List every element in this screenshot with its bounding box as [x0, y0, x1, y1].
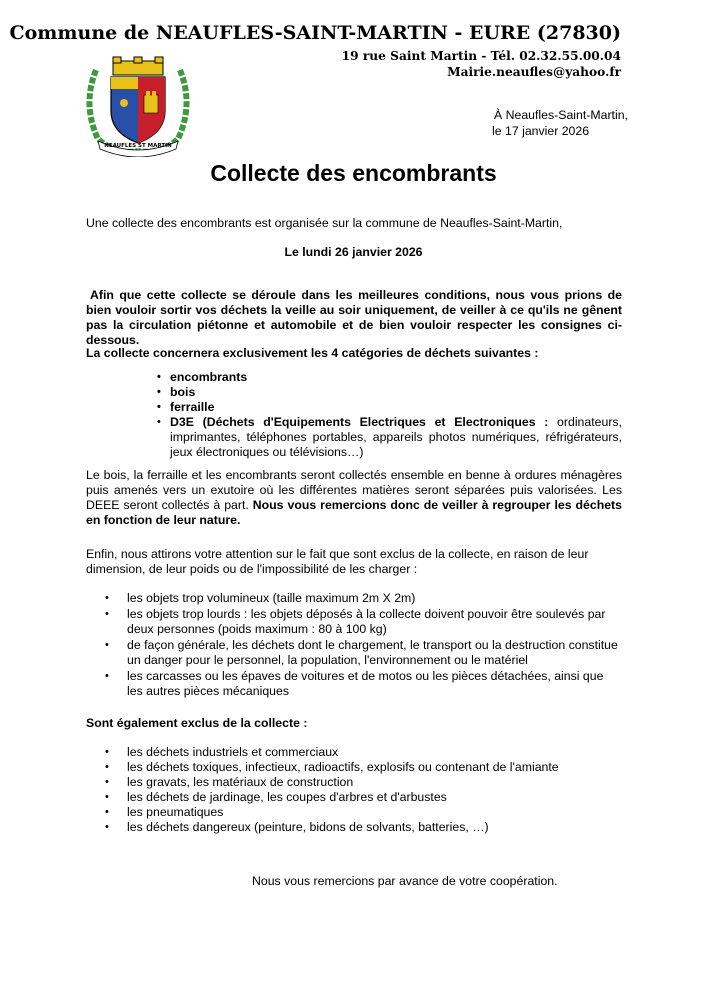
bullet: •: [157, 416, 161, 428]
excluded-intro: Enfin, nous attirons votre attention sur le fait que sont exclus de la collecte, en raison de leur dimension, de leur poids ou de l'impossibilité de les charger :: [86, 547, 589, 576]
bullet: •: [105, 776, 109, 788]
place-date: [492, 107, 628, 139]
categories-heading: La collecte concernera exclusivement les 4 catégories de déchets suivantes :: [86, 346, 539, 360]
also-excluded-list: [105, 745, 622, 835]
list-item-d3e: • D3E (Déchets d'Equipements Electriques et Electroniques : ordinateurs, imprimantes, téléphones portables, appareils photos numériques, réfrigérateurs, jeux électroniques ou télévisions…): [157, 415, 622, 459]
date-text: le 17 janvier 2026: [492, 124, 590, 138]
crest-banner-text: NEAUFLES ST MARTIN: [104, 143, 172, 149]
address-line: 19 rue Saint Martin - Tél. 02.32.55.00.04: [341, 49, 621, 63]
list-item: • ferraille: [157, 400, 215, 414]
bullet: •: [105, 608, 109, 620]
bullet: •: [105, 639, 109, 651]
bullet: •: [157, 371, 161, 383]
excluded-list: [105, 591, 622, 699]
bullet: •: [105, 761, 109, 773]
email-line: Mairie.neaufles@yahoo.fr: [447, 65, 621, 79]
list-item: • les gravats, les matériaux de construction: [105, 775, 354, 789]
bullet: •: [105, 791, 109, 803]
bullet: •: [105, 670, 109, 682]
categories-list: [157, 370, 622, 460]
commune-title: Commune de NEAUFLES-SAINT-MARTIN - EURE (27830): [9, 22, 621, 44]
collection-date: Le lundi 26 janvier 2026: [284, 245, 423, 259]
bullet: •: [157, 386, 161, 398]
list-item: • encombrants: [157, 370, 248, 384]
also-excluded-heading: Sont également exclus de la collecte :: [86, 716, 308, 730]
list-item: • les déchets toxiques, infectieux, radioactifs, explosifs ou contenant de l'amiante: [105, 760, 559, 774]
bullet: •: [157, 401, 161, 413]
list-item: • les objets trop lourds : les objets déposés à la collecte doivent pouvoir être soulevés par deux personnes (poids maximum : 80 à 100 kg): [105, 607, 606, 636]
closing-text: Nous vous remercions par avance de votre coopération.: [252, 874, 558, 888]
sorting-paragraph: Le bois, la ferraille et les encombrants seront collectés ensemble en benne à ordures ménagères puis amenés vers un exutoire où les différentes matières seront séparées puis valorisées. Les DEEE seront collectés à part. Nous vous remercions donc de veiller à regrouper les déchets en fonction de leur nature.: [86, 468, 622, 527]
list-item: • les carcasses ou les épaves de voitures et de motos ou les pièces détachées, ainsi que les autres pièces mécaniques: [105, 669, 604, 698]
list-item: • les pneumatiques: [105, 805, 224, 819]
bullet: •: [105, 592, 109, 604]
request-paragraph: Afin que cette collecte se déroule dans les meilleures conditions, nous vous prions de bien vouloir sortir vos déchets la veille au soir uniquement, de veiller à ce qu'ils ne gênent pas la circulation piétonne et automobile et de bien vouloir respecter les consignes ci-dessous.: [86, 288, 622, 347]
bullet: •: [105, 821, 109, 833]
crest-logo: [76, 55, 200, 157]
list-item: • les déchets de jardinage, les coupes d'arbres et d'arbustes: [105, 790, 447, 804]
bullet: •: [105, 806, 109, 818]
intro-text: Une collecte des encombrants est organisée sur la commune de Neaufles-Saint-Martin,: [86, 216, 563, 230]
list-item: • les déchets industriels et commerciaux: [105, 745, 339, 759]
list-item: • les déchets dangereux (peinture, bidons de solvants, batteries, …): [105, 820, 489, 834]
list-item: • bois: [157, 385, 196, 399]
page-title: Collecte des encombrants: [210, 160, 497, 186]
list-item: • les objets trop volumineux (taille maximum 2m X 2m): [105, 591, 416, 605]
bullet: •: [105, 746, 109, 758]
place-text: À Neaufles-Saint-Martin,: [494, 108, 628, 122]
list-item: • de façon générale, les déchets dont le chargement, le transport ou la destruction constitue un danger pour le personnel, la population, l'environnement ou le matériel: [105, 638, 618, 667]
